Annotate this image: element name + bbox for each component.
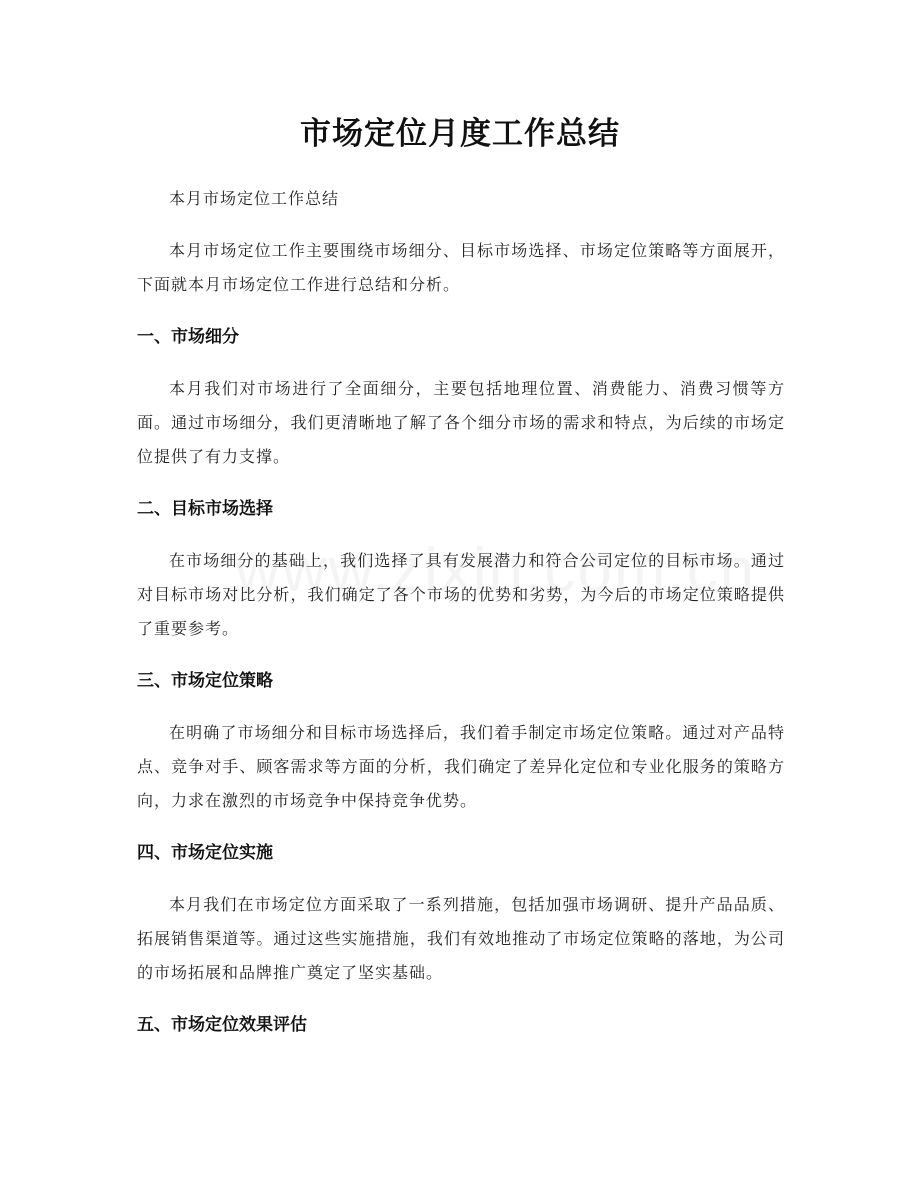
intro-paragraph: 本月市场定位工作主要围绕市场细分、目标市场选择、市场定位策略等方面展开，下面就本月市场定位工作进行总结和分析。 (137, 241, 785, 294)
section-paragraph: 本月我们对市场进行了全面细分，主要包括地理位置、消费能力、消费习惯等方面。通过市场细分，我们更清晰地了解了各个细分市场的需求和特点，为后续的市场定位提供了有力支撑。 (137, 379, 785, 466)
section-heading: 五、市场定位效果评估 (137, 1015, 307, 1035)
section-heading: 二、目标市场选择 (137, 499, 273, 519)
section-paragraph: 在市场细分的基础上，我们选择了具有发展潜力和符合公司定位的目标市场。通过对目标市场对比分析，我们确定了各个市场的优势和劣势，为今后的市场定位策略提供了重要参考。 (137, 551, 785, 638)
section-4 (137, 836, 785, 990)
section-1 (137, 320, 785, 474)
section-heading: 三、市场定位策略 (137, 671, 273, 691)
section-paragraph: 在明确了市场细分和目标市场选择后，我们着手制定市场定位策略。通过对产品特点、竞争对手、顾客需求等方面的分析，我们确定了差异化定位和专业化服务的策略方向，力求在激烈的市场竞争中保持竞争优势。 (137, 723, 785, 810)
document-title: 市场定位月度工作总结 (300, 116, 620, 152)
intro-label: 本月市场定位工作总结 (169, 189, 340, 208)
section-5 (137, 1008, 785, 1042)
section-3 (137, 664, 785, 818)
section-paragraph: 本月我们在市场定位方面采取了一系列措施，包括加强市场调研、提升产品品质、拓展销售渠道等。通过这些实施措施，我们有效地推动了市场定位策略的落地，为公司的市场拓展和品牌推广奠定了坚实基础。 (137, 895, 785, 982)
document-body (137, 182, 785, 1060)
section-2 (137, 492, 785, 646)
section-heading: 一、市场细分 (137, 327, 239, 347)
section-heading: 四、市场定位实施 (137, 843, 273, 863)
